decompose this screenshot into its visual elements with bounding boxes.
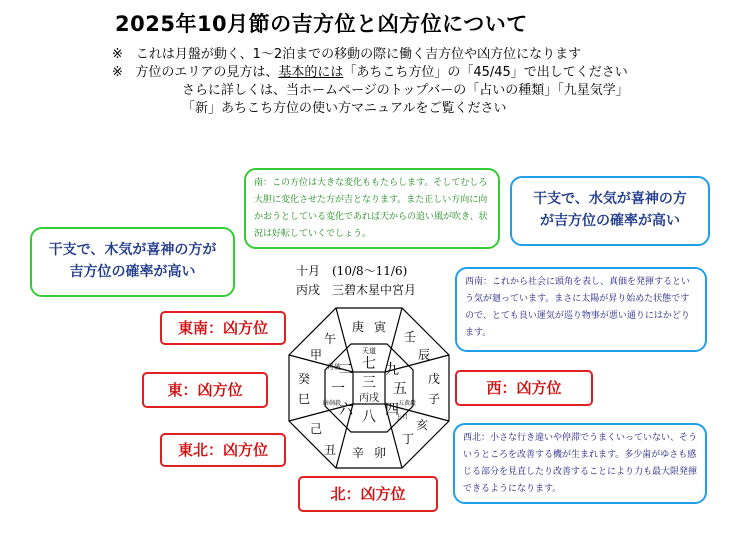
annot-top-left: 月破 xyxy=(327,363,341,371)
outer-top-left-b: 午 xyxy=(323,332,337,346)
chart-heading-month: 十月 (10/8～11/6) xyxy=(296,264,408,278)
wood-qi-text: 干支で、木気が喜神の方が吉方位の確率が高い xyxy=(48,242,217,280)
direction-board xyxy=(288,307,450,469)
inner-bottom: 八 xyxy=(362,409,376,425)
outer-top-2: 寅 xyxy=(373,320,387,334)
note-line-2-b: 「あちこち方位」の「45/45」で出してください xyxy=(343,65,628,80)
northwest-description-box: 西北：小さな行き違いや停滞でうまくいっていない、そういうところを改善する機が生まれます。多少歯がゆさも感じる部分を見直したり改善することにより力も最大限発揮できるようになります。 xyxy=(453,423,707,504)
outer-bottom-2: 卯 xyxy=(373,446,387,460)
note-line-2-underline: 基本的には xyxy=(278,65,344,80)
outer-bottom-left-b: 丑 xyxy=(323,443,337,457)
north-label-text: 北：凶方位 xyxy=(330,485,406,503)
north-label xyxy=(298,476,438,512)
outer-top-left-a: 甲 xyxy=(309,348,323,362)
outer-bottom-left-a: 己 xyxy=(309,422,323,436)
wood-qi-box xyxy=(30,227,235,297)
south-description-box: 南：この方位は大きな変化ももたらします。そしてむしろ大胆に変化させた方が吉となります。また正しい方向に向かおうとしている変化であれば天からの追い風が吹き、状況は好転していくでしょう。 xyxy=(244,168,500,249)
southeast-label-text: 東南：凶方位 xyxy=(177,319,268,337)
east-label xyxy=(142,372,268,408)
chart-heading-star: 丙戌 三碧木星中宮月 xyxy=(296,283,417,297)
east-label-text: 東：凶方位 xyxy=(167,381,243,399)
annot-right: 五黄殺 xyxy=(397,400,417,407)
outer-bottom-right-a: 亥 xyxy=(415,418,429,432)
inner-left: 一 xyxy=(331,381,345,397)
annot-bottom-right: 上月 xyxy=(395,414,409,421)
note-mark: ※ xyxy=(112,65,123,80)
note-line-4: 「新」あちこち方位の使い方マニュアルをご覧ください xyxy=(182,101,507,116)
outer-top-1: 庚 xyxy=(351,320,365,334)
inner-bottom-right: 四 xyxy=(385,402,399,418)
west-label-text: 西：凶方位 xyxy=(486,379,562,397)
outer-right: 戊 xyxy=(427,372,441,386)
note-line-1: ※ これは月盤が動く、1～2泊までの移動の際に働く吉方位や凶方位になります xyxy=(112,47,582,62)
note-line-2-a: 方位のエリアの見方は、 xyxy=(135,65,279,80)
outer-top-right: 壬 xyxy=(403,330,417,344)
outer-right-lower: 子 xyxy=(427,392,441,406)
water-qi-text: 干支で、水気が喜神の方が吉方位の確率が高い xyxy=(533,191,687,229)
inner-top-left: 二 xyxy=(339,362,353,378)
outer-bottom-right-b: 丁 xyxy=(401,432,415,446)
outer-left: 癸 xyxy=(297,372,311,386)
inner-bottom-left: 六 xyxy=(339,402,353,418)
southwest-description-box: 西南：これから社会に頭角を表し、真価を発揮するという気が廻っています。まさに太陽が昇り始めた状態ですので、とても良い運気が巡り物事が悪い通りにはかどります。 xyxy=(455,267,707,352)
note-line-3: さらに詳しくは、当ホームページのトップバーの「占いの種類」「九星気学」 xyxy=(182,83,629,98)
inner-top: 七 xyxy=(362,356,376,372)
water-qi-box xyxy=(510,176,710,246)
annot-top: 天道 xyxy=(362,347,376,355)
center-number: 三 xyxy=(362,375,376,391)
page-title: 2025年10月節の吉方位と凶方位について xyxy=(115,12,528,36)
inner-right: 五 xyxy=(393,381,407,397)
northeast-label xyxy=(160,433,286,467)
inner-top-right: 九 xyxy=(385,362,399,378)
outer-right-upper: 辰 xyxy=(417,348,431,362)
southeast-label xyxy=(160,311,286,345)
annot-left: 暗剣殺 xyxy=(322,400,342,407)
northeast-label-text: 東北：凶方位 xyxy=(177,441,268,459)
chart-heading xyxy=(296,262,416,300)
center-label: 丙戌 xyxy=(359,393,379,404)
note-line-2 xyxy=(112,64,628,81)
west-label xyxy=(455,370,593,406)
outer-bottom-1: 辛 xyxy=(351,446,365,460)
outer-left-lower: 巳 xyxy=(297,392,311,406)
